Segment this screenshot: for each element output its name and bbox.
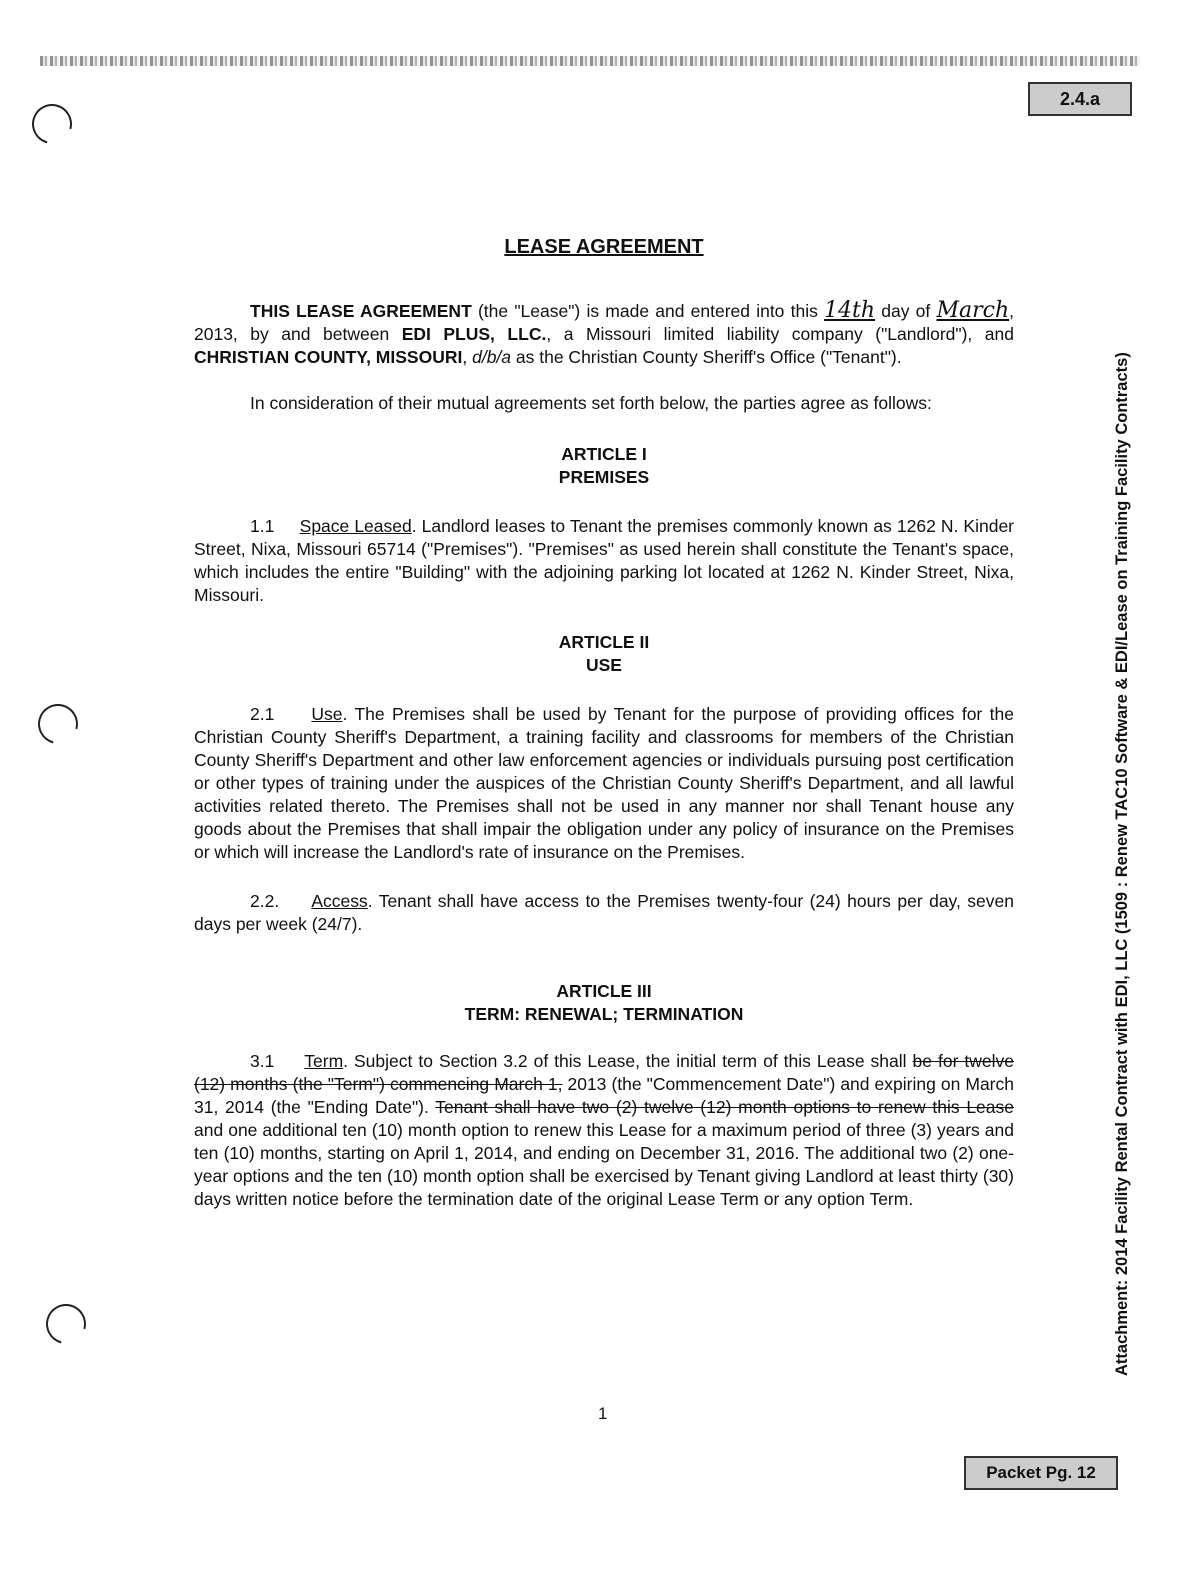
section-title: Space Leased [299,516,412,536]
intro-text-3: , 2013, by and between [194,301,1014,344]
section-text: . The Premises shall be used by Tenant for the purpose of providing offices for the Christian County Sheriff's Department, a training facility and classrooms for members of the Christian County Sheriff's Department and other law enforcement agencies or individuals pursuing post certification or other types of training under the auspices of the Christian County Sheriff's Department, and all lawful activities related thereto. The Premises shall not be used in any manner nor shall Tenant house any goods about the Premises that shall impair the obligation under any policy of insurance on the Premises or which will increase the Landlord's rate of insurance on the Premises. [194,704,1014,862]
section-text-b: 2013 (the "Commencement Date") and expiring on March 31, 2014 (the "Ending Date"). [194,1074,1014,1117]
landlord-name: EDI PLUS, LLC. [401,324,547,344]
attachment-side-note: Attachment: 2014 Facility Rental Contract with EDI, LLC (1509 : Renew TAC10 Software & EDI/Lease on Training Facility Contracts) [1113,352,1131,1376]
section-text-c: and one additional ten (10) month option to renew this Lease for a maximum period of three (3) years and ten (10) months, starting on April 1, 2014, and ending on December 31, 2016. The additional two (2) one-year options and the ten (10) month option shall be exercised by Tenant giving Landlord at least thirty (30) days written notice before the termination date of the original Lease Term or any option Term. [194,1120,1014,1209]
section-title: Access [311,891,368,911]
section-number: 2.2. [250,891,280,911]
page-number: 1 [598,1404,608,1423]
intro-text-2: day of [875,301,937,321]
intro-lead: THIS LEASE AGREEMENT [250,301,472,321]
intro-text-6: as the Christian County Sheriff's Office ("Tenant"). [511,347,902,367]
struck-text-a: be for twelve (12) months (the "Term") commencing March 1, [194,1051,1014,1094]
article-3-heading: ARTICLE III [556,981,652,1001]
handwritten-day: 14th [824,298,876,323]
article-1-heading: ARTICLE I [561,444,647,464]
packet-page: Packet Pg. 12 [986,1463,1096,1482]
lease-document [194,236,1014,1211]
section-text: . Landlord leases to Tenant the premises commonly known as 1262 N. Kinder Street, Nixa, Missouri 65714 ("Premises"). "Premises" as used herein shall constitute the Tenant's space, which includes the entire "Building" with the adjoining parking lot located at 1262 N. Kinder Street, Nixa, Missouri. [194,516,1015,605]
section-2-1 [194,703,1014,864]
handwritten-month: March [936,298,1010,323]
section-number: 2.1 [250,704,275,724]
section-number: 3.1 [250,1051,275,1071]
dba-text: d/b/a [472,347,512,367]
article-3-subheading: TERM: RENEWAL; TERMINATION [464,1004,744,1024]
packet-page-box [964,1456,1118,1490]
section-1-1 [194,515,1014,607]
section-3-1 [194,1050,1014,1211]
tenant-name: CHRISTIAN COUNTY, MISSOURI [194,347,463,367]
article-1-subheading: PREMISES [558,467,650,487]
agenda-ref-box [1028,82,1132,116]
consideration-paragraph: In consideration of their mutual agreements set forth below, the parties agree as follows: [250,393,932,413]
section-number: 1.1 [250,516,275,536]
agenda-ref: 2.4.a [1059,88,1101,109]
document-title: LEASE AGREEMENT [504,236,704,258]
intro-text-4: , a Missouri limited liability company ("Landlord"), and [546,324,1015,344]
article-2-subheading: USE [586,655,622,675]
scan-edge-noise [40,56,1140,66]
punch-hole-middle [31,697,86,752]
intro-text-5: , [462,347,473,367]
section-title: Use [311,704,343,724]
punch-hole-bottom [39,1297,94,1352]
struck-text-b: Tenant shall have two (2) twelve (12) month options to renew this Lease [435,1097,1014,1117]
section-title: Term [304,1051,344,1071]
section-text-a: . Subject to Section 3.2 of this Lease, the initial term of this Lease shall [343,1051,913,1071]
article-2-heading: ARTICLE II [558,632,650,652]
intro-text-1: (the "Lease") is made and entered into this [471,301,825,321]
punch-hole-top [25,97,80,152]
section-2-2 [194,890,1014,936]
intro-paragraph [194,299,1014,369]
section-text: . Tenant shall have access to the Premises twenty-four (24) hours per day, seven days per week (24/7). [194,891,1014,934]
